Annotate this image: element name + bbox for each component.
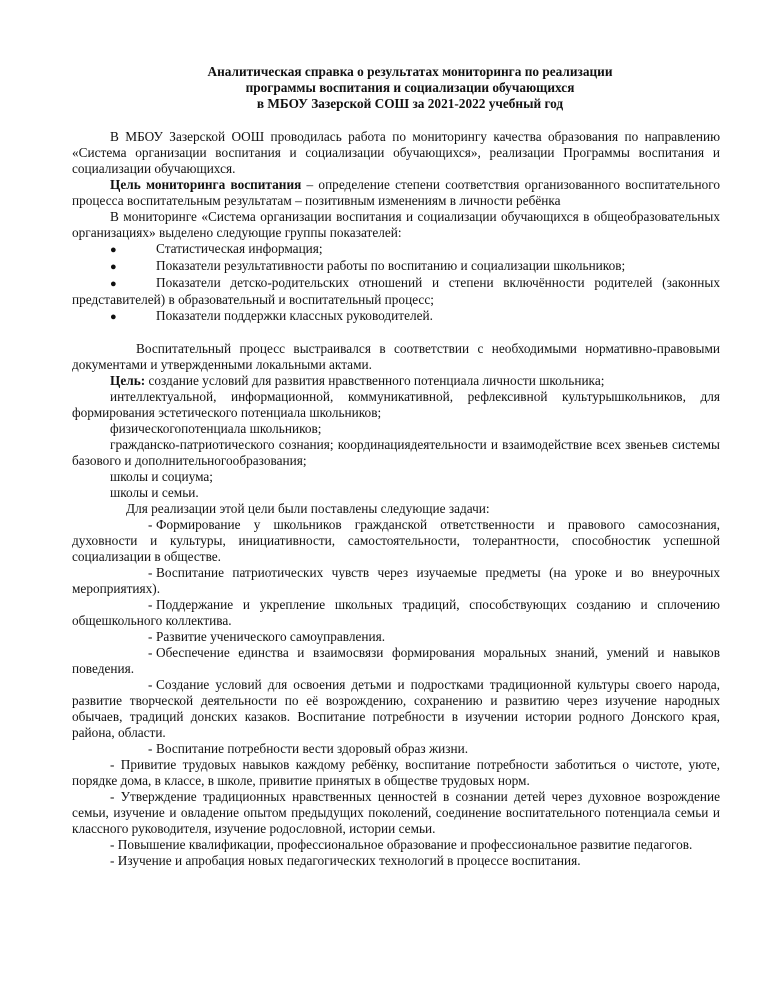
task-item-3 (72, 597, 720, 629)
task-text: Развитие ученического самоуправления. (156, 629, 386, 644)
task-item-11: - Изучение и апробация новых педагогических технологий в процессе воспитания. (110, 853, 581, 868)
dash-mark: - (148, 677, 153, 692)
goal-line-4: школы и социума; (110, 469, 214, 484)
task-text: Создание условий для освоения детьми и подростками традиционной культуры своего народа, развитие творческой деятельности по её возрождению, сохранению и развитию через изучение народных обычаев, традиций донских казаков. Воспитание потребности в изучении истории родного Донского края, района, области. (72, 677, 720, 740)
bullet-text: Показатели результативности работы по воспитанию и социализации школьников; (156, 258, 626, 273)
indicator-bullet-3 (72, 275, 720, 308)
title-line-3: в МБОУ Зазерской СОШ за 2021-2022 учебный год (256, 96, 564, 111)
indicator-bullet-1 (72, 241, 720, 258)
goal-line-2: физическогопотенциала школьников; (110, 421, 322, 436)
task-item-4 (72, 629, 720, 645)
monitoring-goal-label: Цель мониторинга воспитания (110, 177, 302, 192)
title-line-1: Аналитическая справка о результатах мониторинга по реализации (207, 64, 613, 79)
task-item-9: - Утверждение традиционных нравственных ценностей в сознании детей через духовное возрождение семьи, изучение и овладение опытом предыдущих поколений, соединение воспитательного потенциала семьи и классного руководителя, изучение родословной, истории семьи. (72, 789, 720, 836)
task-item-8: - Привитие трудовых навыков каждому ребёнку, воспитание потребности заботиться о чистоте, уюте, порядке дома, в классе, в школе, привитие принятых в обществе трудовых норм. (72, 757, 720, 788)
dash-mark: - (148, 741, 153, 756)
bullet-mark: ● (110, 244, 117, 256)
process-paragraph: Воспитательный процесс выстраивался в соответствии с необходимыми нормативно-правовыми документами и утвержденными локальными актами. (72, 341, 720, 372)
task-item-10: - Повышение квалификации, профессиональное образование и профессиональное развитие педагогов. (110, 837, 693, 852)
dash-mark: - (148, 597, 153, 612)
goal-label: Цель: (110, 373, 146, 388)
task-item-2 (72, 565, 720, 597)
task-item-5 (72, 645, 720, 677)
spacer (72, 325, 720, 341)
dash-mark: - (148, 517, 153, 532)
document-title (72, 64, 720, 112)
bullet-mark: ● (110, 311, 117, 323)
bullet-text: Статистическая информация; (156, 241, 323, 256)
task-text: Формирование у школьников гражданской ответственности и правового самосознания, духовности и культуры, инициативности, самостоятельности, толерантности, способностик успешной социализации в обществе. (72, 517, 720, 564)
goal-line-3: гражданско-патриотического сознания; координациядеятельности и взаимодействие всех звеньев системы базового и дополнительногообразования; (72, 437, 720, 468)
dash-mark: - (148, 565, 153, 580)
monitoring-goal-paragraph (72, 177, 720, 209)
title-line-2: программы воспитания и социализации обучающихся (245, 80, 575, 95)
indicator-bullet-4 (72, 308, 720, 325)
bullet-text: Показатели поддержки классных руководителей. (156, 308, 433, 323)
intro-paragraph: В МБОУ Зазерской ООШ проводилась работа по мониторингу качества образования по направлению «Система организации воспитания и социализации обучающихся», реализации Программы воспитания и социализации обучающихся. (72, 129, 720, 176)
indicators-intro-paragraph: В мониторинге «Система организации воспитания и социализации обучающихся в общеобразовательных организациях» выделено следующие группы показателей: (72, 209, 720, 240)
goal-paragraph (72, 373, 720, 389)
goal-line-5: школы и семьи. (110, 485, 199, 500)
task-text: Воспитание потребности вести здоровый образ жизни. (156, 741, 469, 756)
task-item-6 (72, 677, 720, 741)
tasks-intro: Для реализации этой цели были поставлены следующие задачи: (126, 501, 490, 516)
indicator-bullet-2 (72, 258, 720, 275)
dash-mark: - (148, 629, 153, 644)
task-item-7 (72, 741, 720, 757)
task-text: Воспитание патриотических чувств через изучаемые предметы (на уроке и во внеурочных мероприятиях). (72, 565, 720, 596)
dash-mark: - (148, 645, 153, 660)
bullet-mark: ● (110, 261, 117, 273)
task-text: Обеспечение единства и взаимосвязи формирования моральных знаний, умений и навыков поведения. (72, 645, 720, 676)
task-text: Поддержание и укрепление школьных традиций, способствующих созданию и сплочению общешкольного коллектива. (72, 597, 720, 628)
bullet-text: Показатели детско-родительских отношений и степени включённости родителей (законных представителей) в образовательный и воспитательный процесс; (72, 275, 720, 307)
goal-line-1: интеллектуальной, информационной, коммуникативной, рефлексивной культурышкольников, для формирования эстетического потенциала школьников; (72, 389, 720, 420)
monitoring-goal-text: – определение степени соответствия организованного воспитательного процесса воспитательным результатам – позитивным изменениям в личности ребёнка (72, 177, 720, 208)
goal-text: создание условий для развития нравственного потенциала личности школьника; (145, 373, 605, 388)
bullet-mark: ● (110, 278, 117, 290)
task-item-1 (72, 517, 720, 565)
